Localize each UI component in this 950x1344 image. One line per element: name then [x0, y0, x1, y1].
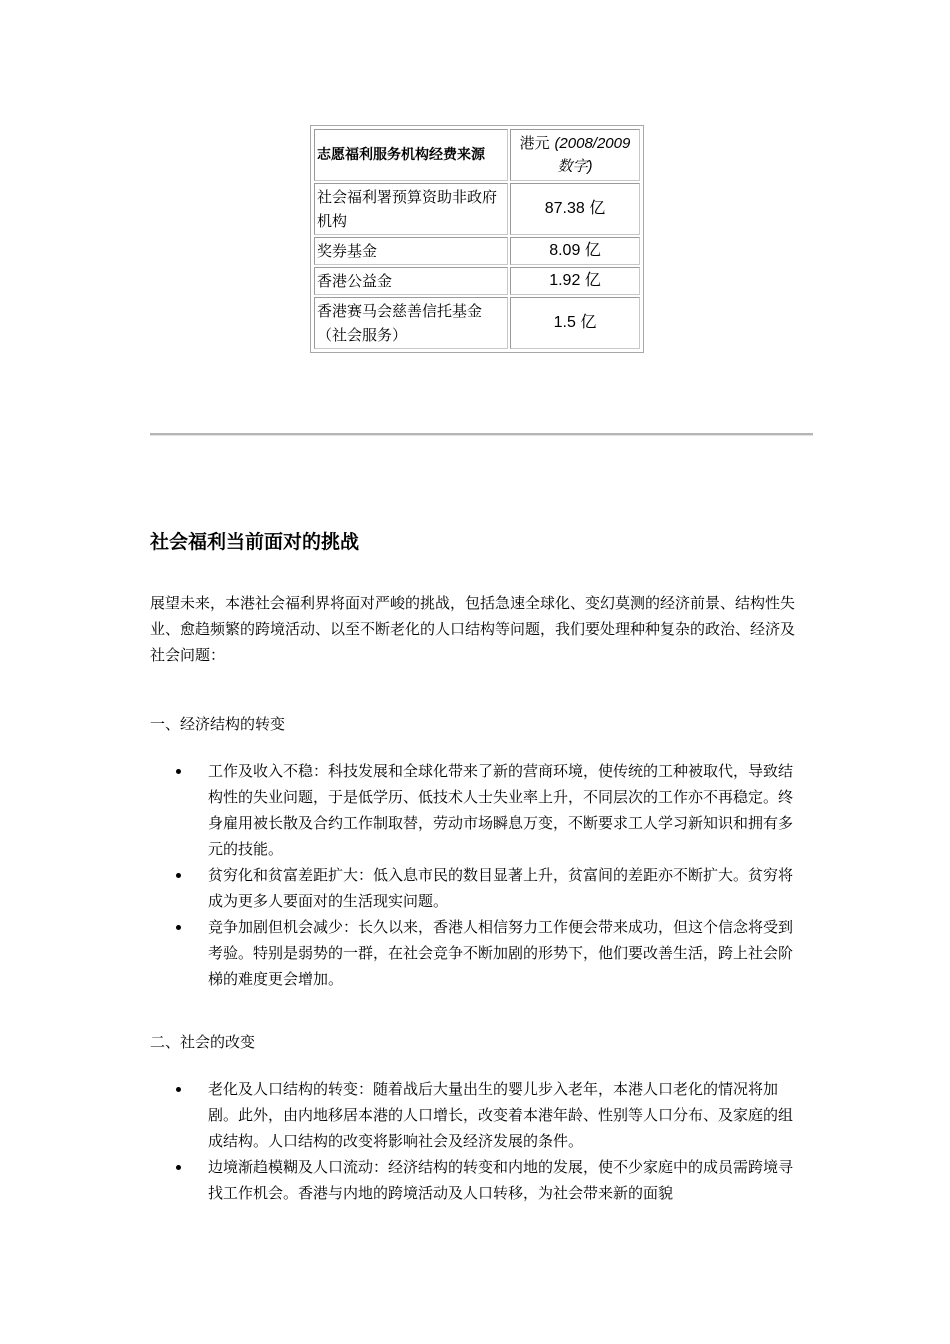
bullet-icon	[176, 1087, 181, 1092]
header-amount-year: (2008/2009 数字)	[554, 135, 631, 175]
list-item	[150, 914, 800, 992]
header-source-cell: 志愿福利服务机构经费来源	[314, 129, 508, 181]
source-cell: 香港赛马会慈善信托基金（社会服务）	[314, 297, 508, 349]
intro-paragraph: 展望未来，本港社会福利界将面对严峻的挑战，包括急速全球化、变幻莫测的经济前景、结构性失业、愈趋频繁的跨境活动、以至不断老化的人口结构等问题，我们要处理种种复杂的政治、经济及社会问题：	[150, 594, 796, 664]
list-item	[150, 1076, 800, 1154]
bullet-icon	[176, 925, 181, 930]
table-header-row	[314, 129, 640, 181]
list-item-text: 竞争加剧但机会减少：长久以来，香港人相信努力工作便会带来成功，但这个信念将受到考验。特别是弱势的一群，在社会竞争不断加剧的形势下，他们要改善生活，跨上社会阶梯的难度更会增加。	[208, 918, 794, 988]
section-title: 社会福利当前面对的挑战	[150, 531, 360, 553]
bullet-icon	[176, 769, 181, 774]
source-cell: 社会福利署预算资助非政府机构	[314, 183, 508, 235]
bullet-icon	[176, 1165, 181, 1170]
economic-bullet-list	[150, 758, 800, 992]
subheading-social-change: 二、社会的改变	[150, 1033, 256, 1051]
source-cell: 香港公益金	[314, 267, 508, 295]
amount-cell: 1.5 亿	[510, 297, 640, 349]
list-item	[150, 758, 800, 862]
table-row	[314, 267, 640, 295]
header-amount-cell	[510, 129, 640, 181]
header-amount-prefix: 港元	[519, 134, 555, 152]
list-item-text: 边境渐趋模糊及人口流动：经济结构的转变和内地的发展，使不少家庭中的成员需跨境寻找工作机会。香港与内地的跨境活动及人口转移，为社会带来新的面貌	[208, 1158, 794, 1202]
list-item-text: 贫穷化和贫富差距扩大：低入息市民的数目显著上升，贫富间的差距亦不断扩大。贫穷将成为更多人要面对的生活现实问题。	[208, 866, 794, 910]
social-bullet-list	[150, 1076, 800, 1206]
funding-sources-table	[310, 125, 644, 353]
subheading-economic-structure: 一、经济结构的转变	[150, 715, 286, 733]
table-row	[314, 183, 640, 235]
amount-cell: 8.09 亿	[510, 237, 640, 265]
list-item	[150, 1154, 800, 1206]
bullet-icon	[176, 873, 181, 878]
amount-cell: 1.92 亿	[510, 267, 640, 295]
list-item	[150, 862, 800, 914]
table-row	[314, 237, 640, 265]
horizontal-divider	[150, 433, 813, 436]
table-row	[314, 297, 640, 349]
source-cell: 奖券基金	[314, 237, 508, 265]
list-item-text: 工作及收入不稳：科技发展和全球化带来了新的营商环境，使传统的工种被取代，导致结构性的失业问题，于是低学历、低技术人士失业率上升，不同层次的工作亦不再稳定。终身雇用被长散及合约工作制取替，劳动市场瞬息万变，不断要求工人学习新知识和拥有多元的技能。	[208, 762, 794, 858]
list-item-text: 老化及人口结构的转变：随着战后大量出生的婴儿步入老年，本港人口老化的情况将加剧。此外，由内地移居本港的人口增长，改变着本港年龄、性别等人口分布、及家庭的组成结构。人口结构的改变将影响社会及经济发展的条件。	[208, 1080, 794, 1150]
amount-cell: 87.38 亿	[510, 183, 640, 235]
